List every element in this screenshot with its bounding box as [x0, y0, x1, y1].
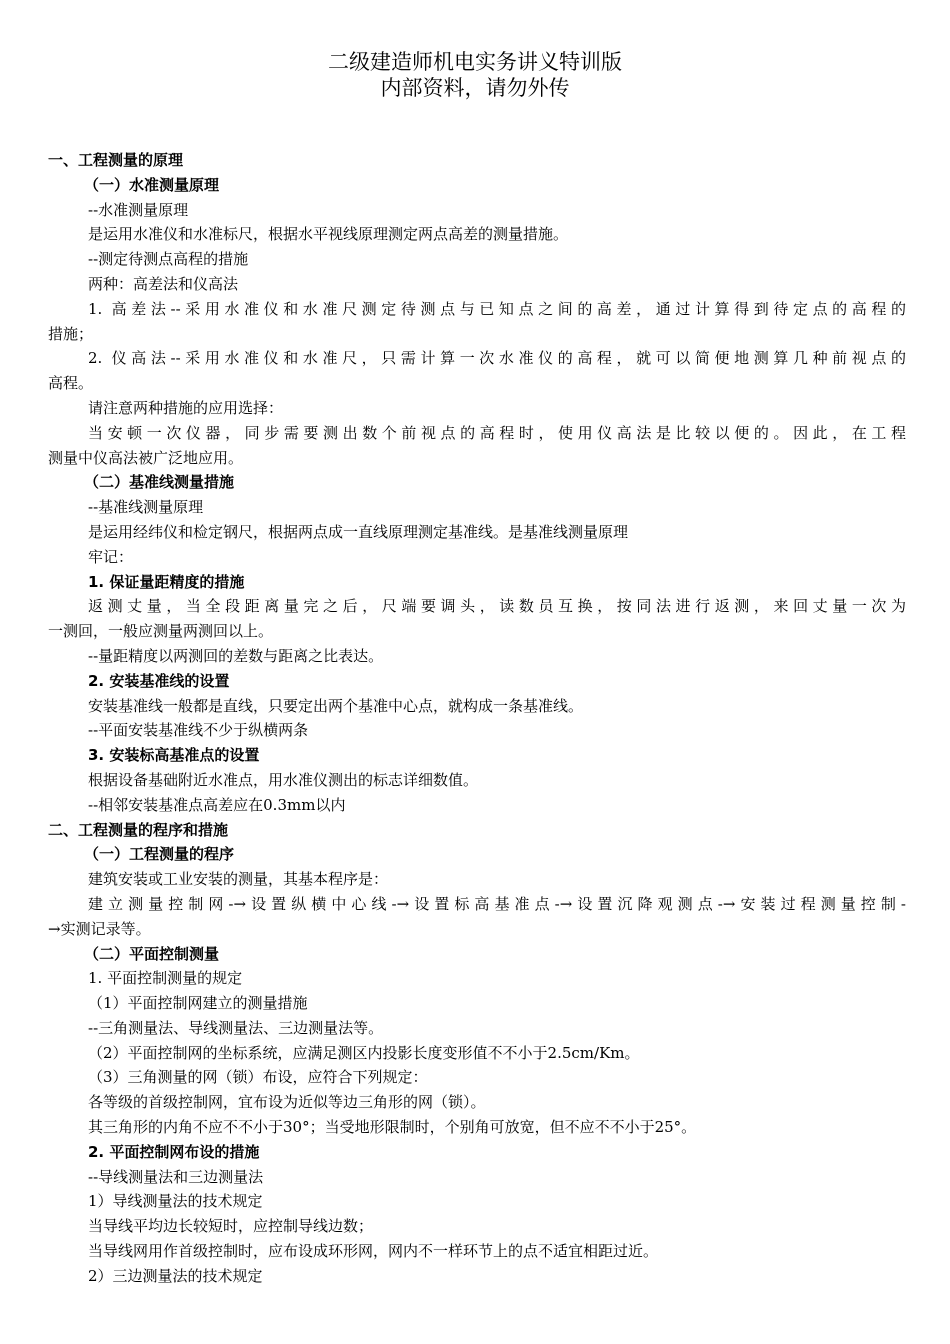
text-line: 1）导线测量法的技术规定 [88, 1192, 263, 1211]
document-body [48, 148, 906, 1289]
text-line: 测量中仪高法被广泛地应用。 [48, 448, 244, 467]
text-line: --基准线测量原理 [88, 498, 204, 517]
text-line: 当导线平均边长较短时，应控制导线边数； [88, 1217, 374, 1236]
text-line: 建立测量控制网-→设置纵横中心线-→设置标高基准点-→设置沉降观测点-→安装过程测量控制- [88, 894, 906, 913]
text-line: （3）三角测量的网（锁）布设，应符合下列规定： [88, 1068, 428, 1087]
subsection-heading: （一）水准测量原理 [84, 175, 220, 194]
text-line: --量距精度以两测回的差数与距离之比表达。 [88, 646, 384, 665]
text-line: →实测记录等。 [48, 919, 151, 938]
text-line: 当导线网用作首级控制时，应布设成环形网，网内不一样环节上的点不适宜相距过近。 [88, 1242, 659, 1261]
text-line: 一测回，一般应测量两测回以上。 [48, 622, 274, 641]
item-heading: 2. 安装基准线的设置 [88, 671, 230, 690]
item-heading: 3. 安装标高基准点的设置 [88, 746, 260, 765]
text-line: 其三角形的内角不应不不小于30°；当受地形限制时，个别角可放宽，但不应不不小于25°。 [88, 1118, 697, 1137]
text-line: （1）平面控制网建立的测量措施 [88, 994, 308, 1013]
document-title: 二级建造师机电实务讲义特训版 [328, 50, 622, 74]
subsection-heading: （一）工程测量的程序 [84, 845, 235, 864]
text-line: 是运用水准仪和水准标尺，根据水平视线原理测定两点高差的测量措施。 [88, 225, 569, 244]
text-line: 建筑安装或工业安装的测量，其基本程序是： [88, 870, 389, 889]
text-line: 2）三边测量法的技术规定 [88, 1266, 263, 1285]
text-line: （2）平面控制网的坐标系统，应满足测区内投影长度变形值不不小于2.5cm/Km。 [88, 1043, 640, 1062]
text-line: --相邻安装基准点高差应在0.3mm以内 [88, 795, 346, 814]
text-line: 是运用经纬仪和检定钢尺，根据两点成一直线原理测定基准线。是基准线测量原理 [88, 522, 629, 541]
text-line: 请注意两种措施的应用选择： [88, 398, 284, 417]
text-line: 返测丈量，当全段距离量完之后，尺端要调头，读数员互换，按同法进行返测，来回丈量一次为 [88, 597, 906, 616]
section-heading: 一、工程测量的原理 [48, 151, 184, 169]
text-line: 各等级的首级控制网，宜布设为近似等边三角形的网（锁）。 [88, 1093, 486, 1112]
text-line: --水准测量原理 [88, 200, 189, 219]
item-heading: 2. 平面控制网布设的措施 [88, 1142, 260, 1161]
section-heading: 二、工程测量的程序和措施 [48, 820, 229, 839]
item-heading: 1. 保证量距精度的措施 [88, 572, 245, 591]
text-line: 两种：高差法和仪高法 [88, 274, 239, 293]
text-line: 1. 高差法--采用水准仪和水准尺测定待测点与已知点之间的高差，通过计算得到待定点的高程的 [88, 299, 906, 318]
text-line: 措施； [48, 324, 94, 343]
subsection-heading: （二）平面控制测量 [84, 944, 220, 963]
text-line: 1. 平面控制测量的规定 [88, 969, 243, 988]
text-line: 当安顿一次仪器，同步需要测出数个前视点的高程时，使用仪高法是比较以便的。因此，在工程 [88, 423, 906, 442]
text-line: --测定待测点高程的措施 [88, 250, 249, 269]
text-line: --三角测量法、导线测量法、三边测量法等。 [88, 1018, 384, 1037]
text-line: 根据设备基础附近水准点，用水准仪测出的标志详细数值。 [88, 770, 479, 789]
document-subtitle: 内部资料，请勿外传 [380, 76, 570, 100]
subsection-heading: （二）基准线测量措施 [84, 473, 235, 492]
text-line: --平面安装基准线不少于纵横两条 [88, 721, 309, 740]
text-line: 2. 仪高法--采用水准仪和水准尺，只需计算一次水准仪的高程，就可以简便地测算几种前视点的 [88, 349, 906, 368]
text-line: 牢记： [88, 547, 134, 566]
text-line: --导线测量法和三边测量法 [88, 1167, 264, 1186]
text-line: 高程。 [48, 374, 94, 393]
text-line: 安装基准线一般都是直线，只要定出两个基准中心点，就构成一条基准线。 [88, 696, 584, 715]
